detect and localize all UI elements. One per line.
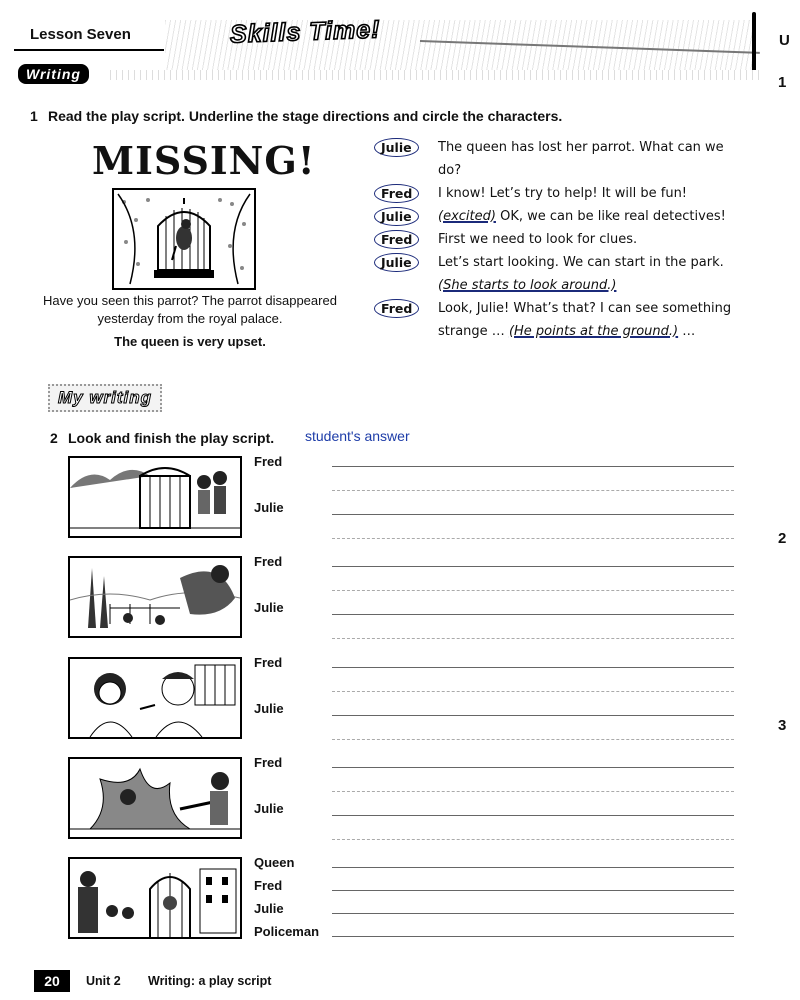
writing-line[interactable] [332, 839, 734, 840]
character-name: Julie [254, 500, 284, 515]
task1-instruction [30, 108, 562, 124]
character-name: Fred [254, 454, 283, 469]
writing-line[interactable] [332, 466, 734, 467]
play-script [372, 136, 742, 343]
comic-panel [68, 857, 242, 939]
writing-line[interactable] [332, 867, 734, 868]
lesson-label: Lesson Seven [30, 26, 131, 43]
birdcage-icon [114, 190, 254, 288]
writing-line[interactable] [332, 638, 734, 639]
writing-line[interactable] [332, 890, 734, 891]
student-answer-annotation: student's answer [305, 428, 410, 444]
instruction-text: Look and finish the play script. [68, 430, 275, 446]
edge-mark: U [779, 32, 790, 49]
dialogue-text: … [678, 324, 696, 339]
dialogue-text: I know! Let’s try to help! It will be fun! [438, 186, 688, 201]
writing-line[interactable] [332, 791, 734, 792]
instruction-text: Read the play script. Underline the stage directions and circle the characters. [48, 108, 563, 124]
stage-direction: (excited) [438, 209, 496, 224]
writing-line[interactable] [332, 913, 734, 914]
circled-character: Fred [374, 184, 419, 203]
writing-line[interactable] [332, 667, 734, 668]
comic-panel [68, 757, 242, 839]
dialogue-text: First we need to look for clues. [438, 232, 638, 247]
poster-note: The queen is very upset. [114, 334, 266, 349]
page-number: 20 [34, 970, 70, 992]
writing-line[interactable] [332, 566, 734, 567]
parrot-found-icon [70, 759, 240, 837]
kids-talking-icon [70, 659, 240, 737]
circled-character: Fred [374, 299, 419, 318]
writing-line[interactable] [332, 767, 734, 768]
edge-mark: 3 [778, 717, 787, 734]
stage-direction: (He points at the ground.) [508, 324, 679, 339]
circled-character: Julie [374, 253, 419, 272]
dialogue-text: The queen has lost her parrot. What can we do? [438, 140, 724, 178]
garden-gate-icon [70, 458, 240, 536]
script-line [372, 182, 742, 205]
footer-unit: Unit 2 [86, 974, 121, 988]
character-name: Queen [254, 855, 295, 870]
footer-topic: Writing: a play script [148, 974, 272, 988]
character-name: Julie [254, 901, 284, 916]
edge-mark: 2 [778, 530, 787, 547]
writing-line[interactable] [332, 715, 734, 716]
character-name: Julie [254, 701, 284, 716]
page-title: Skills Time! [229, 15, 381, 49]
writing-line[interactable] [332, 490, 734, 491]
edge-mark: 1 [778, 74, 787, 91]
writing-line[interactable] [332, 815, 734, 816]
poster-title: MISSING! [92, 138, 316, 183]
task-number: 1 [30, 108, 38, 124]
writing-line[interactable] [332, 538, 734, 539]
character-name: Fred [254, 554, 283, 569]
circled-character: Fred [374, 230, 419, 249]
script-line [372, 228, 742, 251]
script-line [372, 297, 742, 343]
circled-character: Julie [374, 138, 419, 157]
writing-line[interactable] [332, 614, 734, 615]
task-number: 2 [50, 430, 58, 446]
writing-line[interactable] [332, 590, 734, 591]
character-name: Fred [254, 755, 283, 770]
writing-line[interactable] [332, 936, 734, 937]
comic-panel [68, 556, 242, 638]
script-line [372, 205, 742, 228]
section-texture [110, 70, 760, 80]
dialogue-text: OK, we can be like real detectives! [495, 209, 726, 224]
script-line [372, 136, 742, 182]
birdcage-illustration [112, 188, 256, 290]
writing-line[interactable] [332, 691, 734, 692]
character-name: Julie [254, 600, 284, 615]
section-badge-writing: Writing [18, 64, 89, 84]
comic-panel [68, 456, 242, 538]
lesson-underline [14, 49, 164, 51]
writing-line[interactable] [332, 514, 734, 515]
script-line [372, 251, 742, 297]
character-name: Julie [254, 801, 284, 816]
edge-bar [752, 12, 756, 74]
stage-direction: (She starts to look around.) [438, 278, 617, 293]
dialogue-text: Let’s start looking. We can start in the park. [438, 255, 724, 270]
poster-caption: Have you seen this parrot? The parrot disappeared yesterday from the royal palace. [43, 293, 337, 326]
character-name: Fred [254, 878, 283, 893]
writing-line[interactable] [332, 739, 734, 740]
circled-character: Julie [374, 207, 419, 226]
park-parrot-icon [70, 558, 240, 636]
task2-instruction [50, 430, 274, 446]
character-name: Fred [254, 655, 283, 670]
section-badge-my-writing: My writing [48, 384, 162, 412]
comic-panel [68, 657, 242, 739]
character-name: Policeman [254, 924, 320, 939]
dialogue-text: Look, Julie! What’s that? I can see something strange … [438, 301, 732, 339]
palace-return-icon [70, 859, 240, 937]
